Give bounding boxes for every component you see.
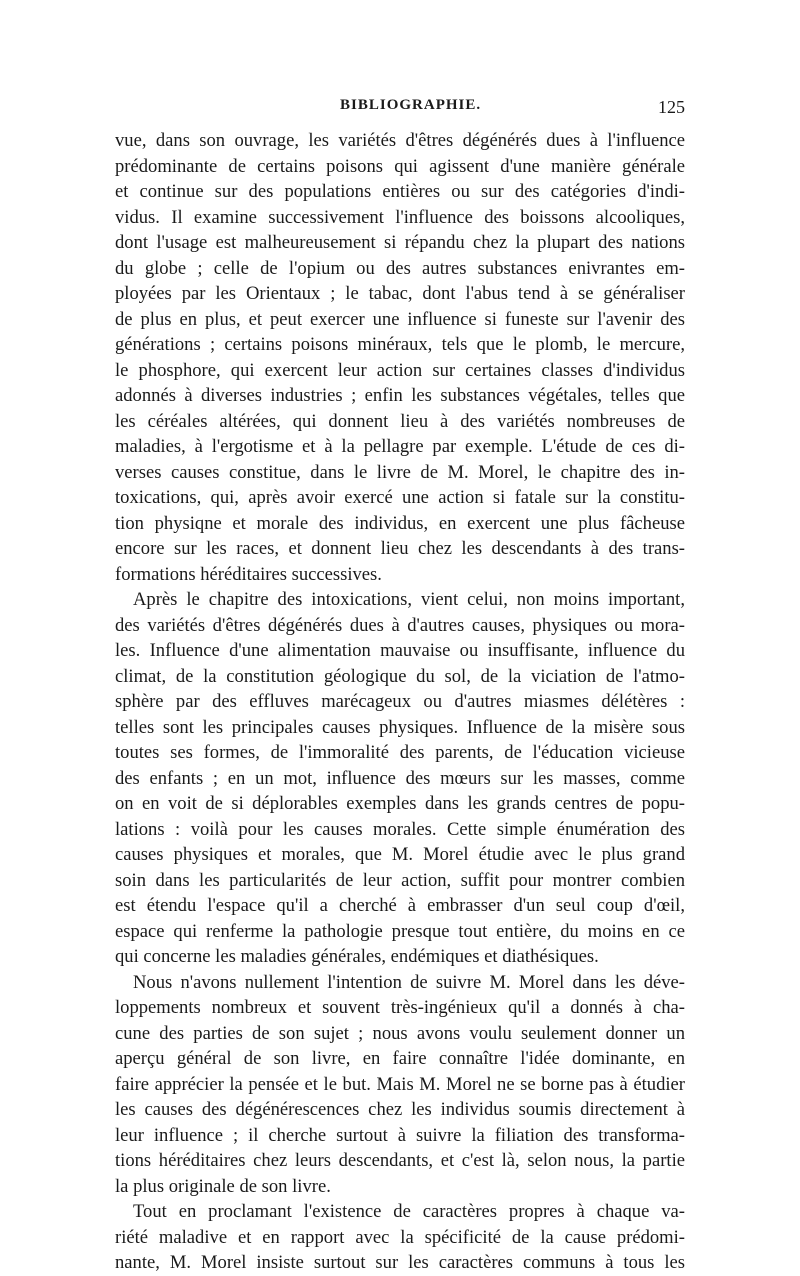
paragraph-last-line: formations héréditaires successives. <box>115 563 382 585</box>
text-line: est étendu l'espace qu'il a cherché à embrasser d'un seul coup d'œil, <box>115 895 685 916</box>
text-line: nante, M. Morel insiste surtout sur les caractères communs à tous les <box>115 1252 685 1273</box>
text-line: aperçu général de son livre, en faire connaître l'idée dominante, en <box>115 1048 685 1069</box>
text-line: maladies, à l'ergotisme et à la pellagre par exemple. L'étude de ces di- <box>115 436 685 457</box>
text-line: tions héréditaires chez leurs descendants, et c'est là, selon nous, la partie <box>115 1150 685 1171</box>
text-line: les. Influence d'une alimentation mauvaise ou insuffisante, influence du <box>115 640 685 661</box>
text-line: adonnés à diverses industries ; enfin les substances végétales, telles que <box>115 385 685 406</box>
text-line: et continue sur des populations entières ou sur des catégories d'indi- <box>115 181 685 202</box>
text-line: cune des parties de son sujet ; nous avons voulu seulement donner un <box>115 1022 685 1044</box>
paragraph-first-line: Après le chapitre des intoxications, vient celui, non moins important, <box>133 589 685 610</box>
paragraph-last-line: qui concerne les maladies générales, endémiques et diathésiques. <box>115 946 599 967</box>
text-line: prédominante de certains poisons qui agissent d'une manière générale <box>115 155 685 177</box>
paragraph-last-line: la plus originale de son livre. <box>115 1175 331 1197</box>
text-line: leur influence ; il cherche surtout à suivre la filiation des transforma- <box>115 1124 685 1146</box>
text-line: loppements nombreux et souvent très-ingénieux qu'il a donnés à cha- <box>115 997 685 1018</box>
text-line: toutes ses formes, de l'immoralité des parents, de l'éducation vicieuse <box>115 742 685 763</box>
text-line: dont l'usage est malheureusement si répandu chez la plupart des nations <box>115 232 685 253</box>
paragraph-first-line: Nous n'avons nullement l'intention de suivre M. Morel dans les déve- <box>133 971 685 993</box>
text-line: vidus. Il examine successivement l'influence des boissons alcooliques, <box>115 206 685 228</box>
paragraph-first-line: Tout en proclamant l'existence de caractères propres à chaque va- <box>133 1201 685 1222</box>
body-text <box>115 128 685 1276</box>
text-line: lations : voilà pour les causes morales. Cette simple énumération des <box>115 818 685 840</box>
text-line: des enfants ; en un mot, influence des mœurs sur les masses, comme <box>115 767 685 789</box>
text-line: espace qui renferme la pathologie presque tout entière, du moins en ce <box>115 920 685 942</box>
page-number: 125 <box>658 97 685 117</box>
text-line: vue, dans son ouvrage, les variétés d'êtres dégénérés dues à l'influence <box>115 130 685 151</box>
text-line: les céréales altérées, qui donnent lieu à des variétés nombreuses de <box>115 410 685 432</box>
text-line: causes physiques et morales, que M. Morel étudie avec le plus grand <box>115 844 685 865</box>
text-line: tion physiqne et morale des individus, en exercent une plus fâcheuse <box>115 512 685 534</box>
text-line: des variétés d'êtres dégénérés dues à d'autres causes, physiques ou mora- <box>115 614 685 636</box>
text-line: de plus en plus, et peut exercer une influence si funeste sur l'avenir des <box>115 308 685 330</box>
text-line: toxications, qui, après avoir exercé une action si fatale sur la constitu- <box>115 487 685 508</box>
text-line: sphère par des effluves marécageux ou d'autres miasmes délétères : <box>115 691 685 712</box>
text-line: climat, de la constitution géologique du sol, de la viciation de l'atmo- <box>115 665 685 687</box>
text-line: du globe ; celle de l'opium ou des autres substances enivrantes em- <box>115 257 685 279</box>
text-line: telles sont les principales causes physiques. Influence de la misère sous <box>115 716 685 738</box>
text-line: faire apprécier la pensée et le but. Mais M. Morel ne se borne pas à étudier <box>115 1073 685 1095</box>
text-line: verses causes constitue, dans le livre de M. Morel, le chapitre des in- <box>115 461 685 483</box>
text-line: riété maladive et en rapport avec la spécificité de la cause prédomi- <box>115 1226 685 1248</box>
text-line: ployées par les Orientaux ; le tabac, dont l'abus tend à se généraliser <box>115 283 685 304</box>
text-line: le phosphore, qui exercent leur action sur certaines classes d'individus <box>115 359 685 381</box>
text-line: générations ; certains poisons minéraux, tels que le plomb, le mercure, <box>115 334 685 355</box>
text-line: on en voit de si déplorables exemples dans les grands centres de popu- <box>115 793 685 814</box>
text-line: les causes des dégénérescences chez les individus soumis directement à <box>115 1099 685 1120</box>
page-header <box>115 97 685 121</box>
text-line: encore sur les races, et donnent lieu chez les descendants à des trans- <box>115 538 685 559</box>
text-line: soin dans les particularités de leur action, suffit pour montrer combien <box>115 869 685 891</box>
running-title: BIBLIOGRAPHIE. <box>340 97 482 113</box>
